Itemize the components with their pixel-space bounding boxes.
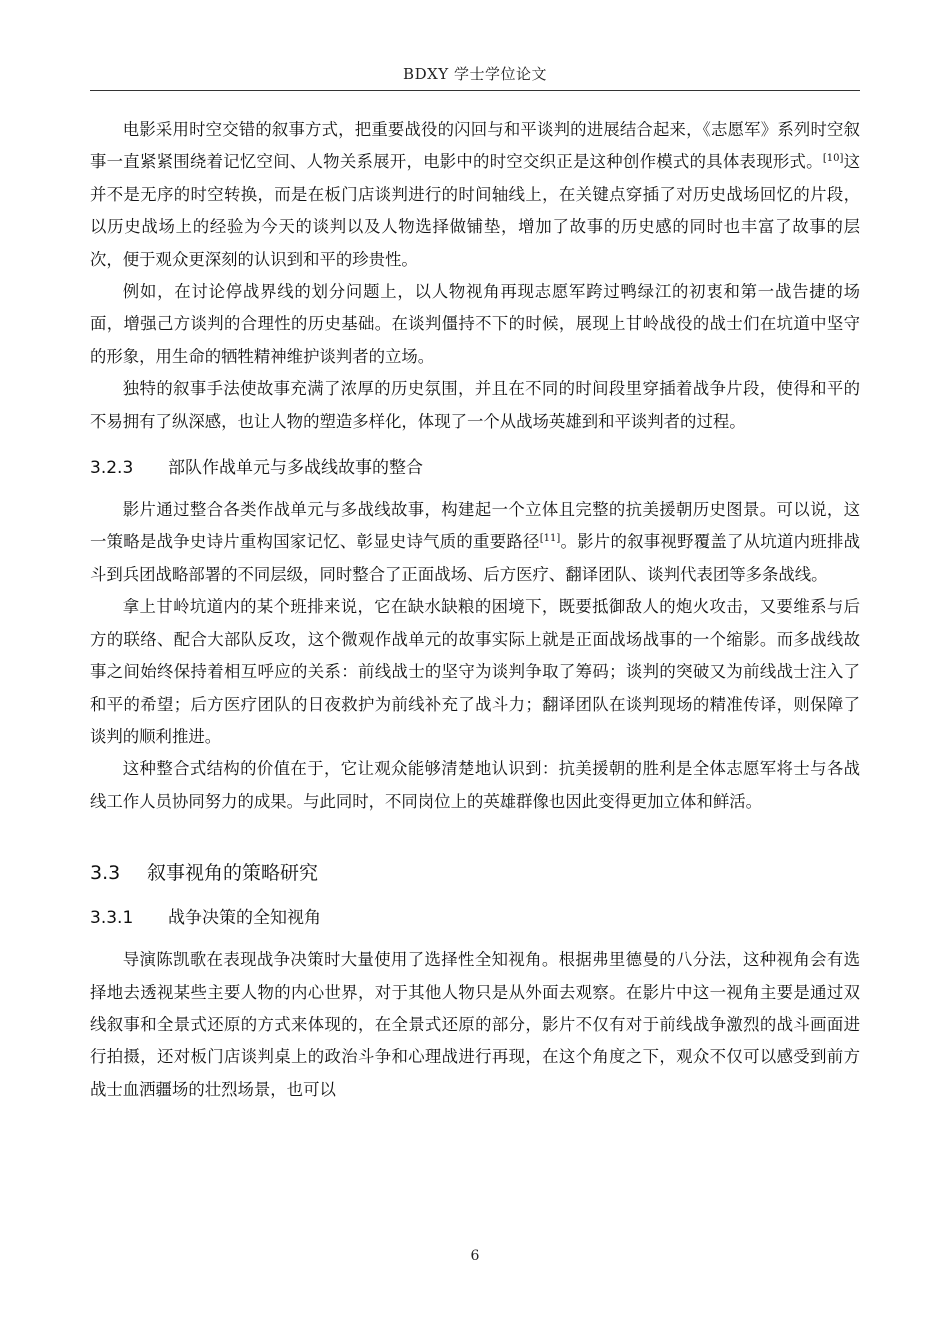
paragraph-5: 拿上甘岭坑道内的某个班排来说，它在缺水缺粮的困境下，既要抵御敌人的炮火攻击，又要维系与后方的联络、配合大部队反攻，这个微观作战单元的故事实际上就是正面战场战事的一个缩影。而多战线故事之间始终保持着相互呼应的关系：前线战士的坚守为谈判争取了筹码；谈判的突破又为前线战士注入了和平的希望；后方医疗团队的日夜救护为前线补充了战斗力；翻译团队在谈判现场的精准传译，则保障了谈判的顺利推进。 [90, 597, 860, 746]
section-number: 3.3 [90, 862, 121, 885]
paragraph-2: 例如，在讨论停战界线的划分问题上，以人物视角再现志愿军跨过鸭绿江的初衷和第一战告捷的场面，增强己方谈判的合理性的历史基础。在谈判僵持不下的时候，展现上甘岭战役的战士们在坑道中坚守的形象，用生命的牺牲精神维护谈判者的立场。 [90, 282, 860, 366]
header-divider [90, 90, 860, 91]
page-number: 6 [470, 1248, 480, 1264]
section-heading-3-2-3 [90, 458, 860, 478]
paragraph-1 [90, 114, 860, 276]
section-heading-3-3 [90, 862, 860, 884]
section-heading-3-3-1 [90, 908, 860, 928]
section-title: 叙事视角的策略研究 [147, 862, 319, 885]
paragraph-4-text-b: 。影片的叙事视野覆盖了从坑道内班排战斗到兵团战略部署的不同层级，同时整合了正面战场、后方医疗、翻译团队、谈判代表团等多条战线。 [90, 532, 861, 584]
paragraph-4 [90, 494, 860, 591]
paragraph-1-text-a: 电影采用时空交错的叙事方式，把重要战役的闪回与和平谈判的进展结合起来，《志愿军》系列时空叙事一直紧紧围绕着记忆空间、人物关系展开，电影中的时空交织正是这种创作模式的具体表现形式。 [90, 120, 860, 172]
section-number: 3.2.3 [90, 458, 134, 479]
running-header: BDXY 学士学位论文 [403, 65, 547, 83]
paragraph-4-text-a: 影片通过整合各类作战单元与多战线故事，构建起一个立体且完整的抗美援朝历史图景。可以说，这一策略是战争史诗片重构国家记忆、彰显史诗气质的重要路径 [90, 500, 860, 552]
citation-10: [10] [822, 153, 844, 165]
paragraph-6: 这种整合式结构的价值在于，它让观众能够清楚地认识到：抗美援朝的胜利是全体志愿军将士与各战线工作人员协同努力的成果。与此同时，不同岗位上的英雄群像也因此变得更加立体和鲜活。 [90, 759, 860, 811]
section-title: 部队作战单元与多战线故事的整合 [168, 458, 423, 479]
paragraph-3: 独特的叙事手法使故事充满了浓厚的历史氛围，并且在不同的时间段里穿插着战争片段，使得和平的不易拥有了纵深感，也让人物的塑造多样化，体现了一个从战场英雄到和平谈判者的过程。 [90, 379, 860, 431]
citation-11: [11] [539, 533, 561, 545]
paragraph-7: 导演陈凯歌在表现战争决策时大量使用了选择性全知视角。根据弗里德曼的八分法，这种视角会有选择地去透视某些主要人物的内心世界，对于其他人物只是从外面去观察。在影片中这一视角主要是通过双线叙事和全景式还原的方式来体现的，在全景式还原的部分，影片不仅有对于前线战争激烈的战斗画面进行拍摄，还对板门店谈判桌上的政治斗争和心理战进行再现，在这个角度之下，观众不仅可以感受到前方战士血洒疆场的壮烈场景，也可以 [90, 950, 860, 1099]
section-title: 战争决策的全知视角 [168, 908, 321, 929]
paragraph-1-text-b: 这并不是无序的时空转换，而是在板门店谈判进行的时间轴线上，在关键点穿插了对历史战场回忆的片段，以历史战场上的经验为今天的谈判以及人物选择做铺垫，增加了故事的历史感的同时也丰富了故事的层次，便于观众更深刻的认识到和平的珍贵性。 [90, 152, 860, 269]
section-number: 3.3.1 [90, 908, 134, 929]
body-content [90, 114, 860, 1106]
